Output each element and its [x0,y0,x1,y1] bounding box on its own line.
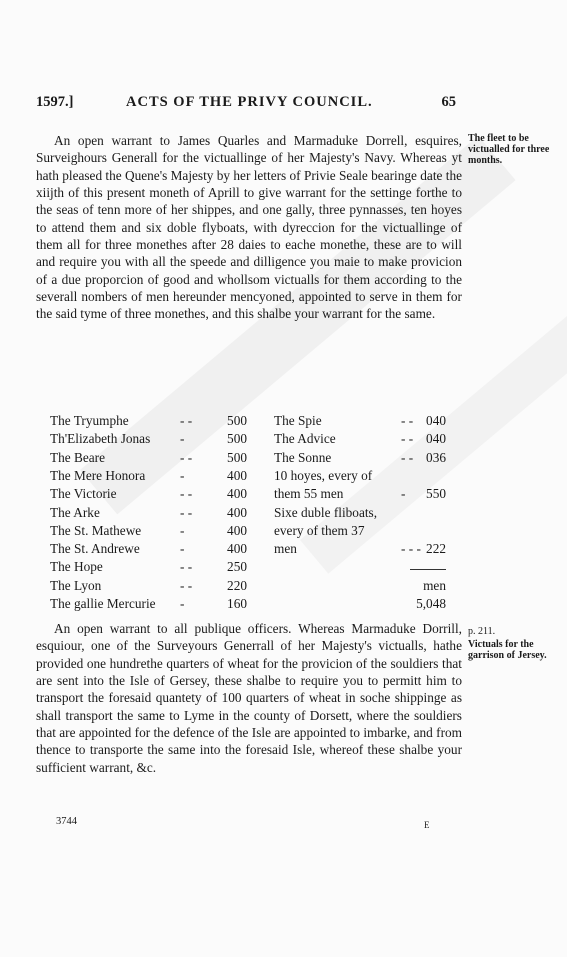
ship-row [50,505,247,523]
ship-name: The Lyon [50,577,102,593]
ship-name: them 55 men [274,486,344,502]
crew-count: 400 [227,486,247,502]
ship-row [274,431,446,449]
ship-row [50,559,247,577]
ship-name: Sixe duble fliboats, [274,504,378,520]
ship-row [274,578,446,596]
crew-count: 400 [227,467,247,483]
ship-row [274,596,446,614]
crew-count: 550 [426,486,446,502]
leader-dashes: - - [180,577,193,593]
running-header [36,94,456,114]
crew-count: 040 [426,413,446,428]
ship-row [274,486,446,504]
leader-dashes: - - [401,449,414,465]
ship-row [50,468,247,486]
crew-count: 160 [227,596,247,611]
ship-name: The gallie Mercurie [50,596,156,611]
paragraph-text: An open warrant to James Quarles and Marmaduke Dorrell, esquires, Surveighours Generall for the victuallinge of her Majesty's Navy. Whereas yt hath pleased the Quene's Majesty by her letters of Privie Seale bearinge date the xiijth of this present moneth of Aprill to give warrant for the settinge forthe to the seas of tenn more of her shippes, and one gally, three pynnasses, ten hoyes to attend them and six doble flyboats, with dyreccion for the victuallinge of them all for three monethes after 28 daies to eache monethe, these are to will and require you with all the speede and dilligence you maie to make provicion of a due proporcion of good and whollsom victualls for them according to the severall nombers of men hereunder mencyoned, appointed to serve in them for the said tyme of three monethes, and this shalbe your warrant for the same. [36,133,462,322]
leader-dashes: - - - [401,541,421,557]
crew-count: men [423,577,446,593]
crew-count: 500 [227,449,247,465]
leader-dashes: - [180,467,185,483]
ship-name: 10 hoyes, every of [274,467,373,483]
crew-count: 220 [227,577,247,593]
margin-note-fleet: The fleet to be victualled for three months. [468,133,550,166]
crew-count: 036 [426,449,446,465]
crew-count: 400 [227,541,247,557]
leader-dashes: - - [180,449,193,465]
ship-name: The St. Mathewe [50,522,142,538]
ship-row [50,413,247,431]
ship-row [50,541,247,559]
ship-name: The Spie [274,413,322,428]
leader-dashes: - - [180,486,193,502]
ship-row [274,505,446,523]
crew-count: 040 [426,431,446,447]
ship-name: The Advice [274,431,336,447]
ship-name: The Mere Honora [50,467,146,483]
page-number: 65 [441,94,456,110]
crew-count: 222 [426,541,446,557]
ship-name: every of them 37 [274,522,365,538]
ship-row [274,523,446,541]
margin-page-ref: p. 211. [468,626,496,637]
margin-note-jersey: Victuals for the garrison of Jersey. [468,639,547,661]
leader-dashes: - - [401,413,414,428]
ship-row [274,541,446,559]
header-year: 1597.] [36,94,74,110]
ship-row [274,413,446,431]
ship-name: The Tryumphe [50,413,129,428]
crew-count: 500 [227,413,247,428]
ship-row [50,486,247,504]
ship-row [50,450,247,468]
ship-name: Th'Elizabeth Jonas [50,431,151,447]
ship-name: The St. Andrewe [50,541,140,557]
signature-mark: E [424,820,430,830]
ship-row [274,468,446,486]
ship-row [274,450,446,468]
leader-dashes: - [180,596,185,611]
paragraph-text: An open warrant to all publique officers. Whereas Marmaduke Dorrill, esquiour, one of the Surveyours Generrall of her Majesty's victualls, hathe provided one hundrethe quarters of wheat for the provicion of the souldiers that are sent into the Isle of Gersey, these shalbe to require you to permitt him to transport the foresaid quantety of 100 quarters of wheat in soche shippinge as shall transport the same to Lyme in the county of Dorsett, where the souldiers that are appointed for the defence of the Isle are appointed to imbarke, and from thence to transporte the same into the foresaid Isle, whereof these shalbe your sufficient warrant, &c. [36,621,462,775]
crew-count: 250 [227,559,247,575]
ship-name: men [274,541,297,557]
leader-dashes: - [401,486,406,502]
ship-name: The Arke [50,504,100,520]
ship-row [50,431,247,449]
crew-count: 400 [227,522,247,538]
ship-name: The Hope [50,559,103,575]
ship-row [50,578,247,596]
ship-name: The Victorie [50,486,117,502]
ship-row [50,596,247,614]
crew-count: 5,048 [416,596,446,611]
leader-dashes: - [180,522,185,538]
leader-dashes: - - [401,431,414,447]
warrant-paragraph-jersey [36,620,462,776]
ship-row [50,523,247,541]
printer-signature: 3744 [56,816,77,827]
total-rule [410,569,446,570]
warrant-paragraph-navy [36,132,462,323]
leader-dashes: - [180,431,185,447]
leader-dashes: - - [180,559,193,575]
header-title: ACTS OF THE PRIVY COUNCIL. [126,94,373,110]
leader-dashes: - - [180,413,193,428]
leader-dashes: - [180,541,185,557]
ship-name: The Beare [50,449,105,465]
crew-count: 400 [227,504,247,520]
crew-count: 500 [227,431,247,447]
ship-name: The Sonne [274,449,332,465]
leader-dashes: - - [180,504,193,520]
